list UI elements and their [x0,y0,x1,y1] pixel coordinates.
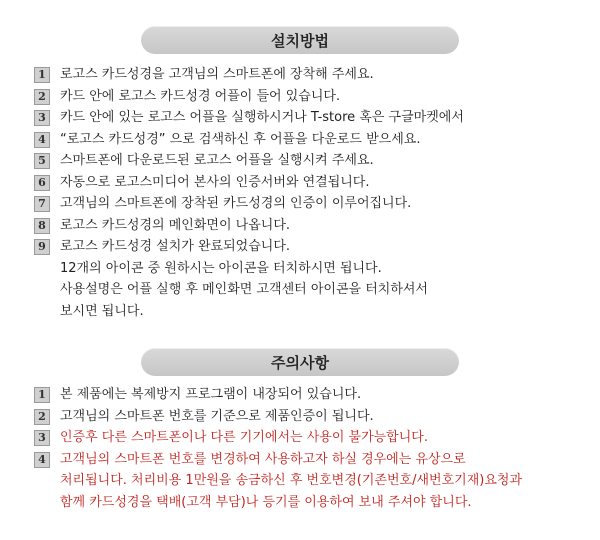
install-note-line [34,301,580,323]
caution-number-badge: 4 [34,452,50,468]
step-text: 카드 안에 있는 로고스 어플을 실행하시거나 T-store 혹은 구글마켓에서 [60,110,464,125]
caution-item [34,384,580,406]
step-text: 고객님의 스마트폰에 장착된 카드성경의 인증이 이루어집니다. [60,196,412,211]
install-note-text: 12개의 아이콘 중 원하시는 아이콘을 터치하시면 됩니다. [60,260,382,276]
caution-item [34,406,580,428]
caution-number-badge: 3 [34,430,50,446]
install-steps-list [34,64,580,322]
step-number-badge: 9 [34,239,50,255]
caution-warning-line: 함께 카드성경을 택배(고객 부담)나 등기를 이용하여 보내 주셔야 합니다. [60,494,472,510]
step-text: 로고스 카드성경을 고객님의 스마트폰에 장착해 주세요. [60,67,374,82]
step-number-badge: 6 [34,175,50,191]
caution-item-warning [34,427,580,449]
install-note-line [34,258,580,280]
step-text: 로고스 카드성경 설치가 완료되었습니다. [60,239,291,254]
install-step [34,150,580,172]
install-note-text: 보시면 됩니다. [60,303,144,319]
caution-number-badge: 2 [34,409,50,425]
caution-text: 고객님의 스마트폰 번호를 기준으로 제품인증이 됩니다. [60,408,374,424]
step-number-badge: 5 [34,153,50,169]
install-section-title: 설치방법 [271,31,329,50]
install-step [34,236,580,258]
step-number-badge: 1 [34,67,50,83]
install-step [34,107,580,129]
caution-item-warning [34,449,580,514]
caution-warning-line: 고객님의 스마트폰 번호를 변경하여 사용하고자 하실 경우에는 유상으로 [60,451,466,467]
step-text: 스마트폰에 다운로드된 로고스 어플을 실행시켜 주세요. [60,153,374,168]
caution-number-badge: 1 [34,387,50,403]
step-text: 카드 안에 로고스 카드성경 어플이 들어 있습니다. [60,88,341,104]
install-step [34,193,580,215]
install-step [34,86,580,108]
step-number-badge: 7 [34,196,50,212]
caution-warning-body [60,449,522,514]
caution-items-list [34,384,580,513]
caution-section-title: 주의사항 [271,353,329,372]
install-step [34,172,580,194]
install-section-header [141,26,459,54]
install-step [34,64,580,86]
step-text: 로고스 카드성경의 메인화면이 나옵니다. [60,217,291,233]
install-note-text: 사용설명은 어플 실행 후 메인화면 고객센터 아이콘을 터치하셔서 [60,282,428,297]
step-number-badge: 8 [34,218,50,234]
install-step [34,215,580,237]
step-text: “로고스 카드성경” 으로 검색하신 후 어플을 다운로드 받으세요. [60,131,421,147]
caution-warning-text: 인증후 다른 스마트폰이나 다른 기기에서는 사용이 불가능합니다. [60,430,428,445]
caution-warning-line: 처리됩니다. 처리비용 1만원을 송금하신 후 번호변경(기존번호/새번호기재)요청과 [60,473,523,488]
step-text: 자동으로 로고스미디어 본사의 인증서버와 연결됩니다. [60,174,370,190]
step-number-badge: 3 [34,110,50,126]
step-number-badge: 2 [34,89,50,105]
install-note-line [34,279,580,301]
install-step [34,129,580,151]
caution-text: 본 제품에는 복제방지 프로그램이 내장되어 있습니다. [60,387,362,402]
step-number-badge: 4 [34,132,50,148]
caution-section-header [141,348,459,376]
